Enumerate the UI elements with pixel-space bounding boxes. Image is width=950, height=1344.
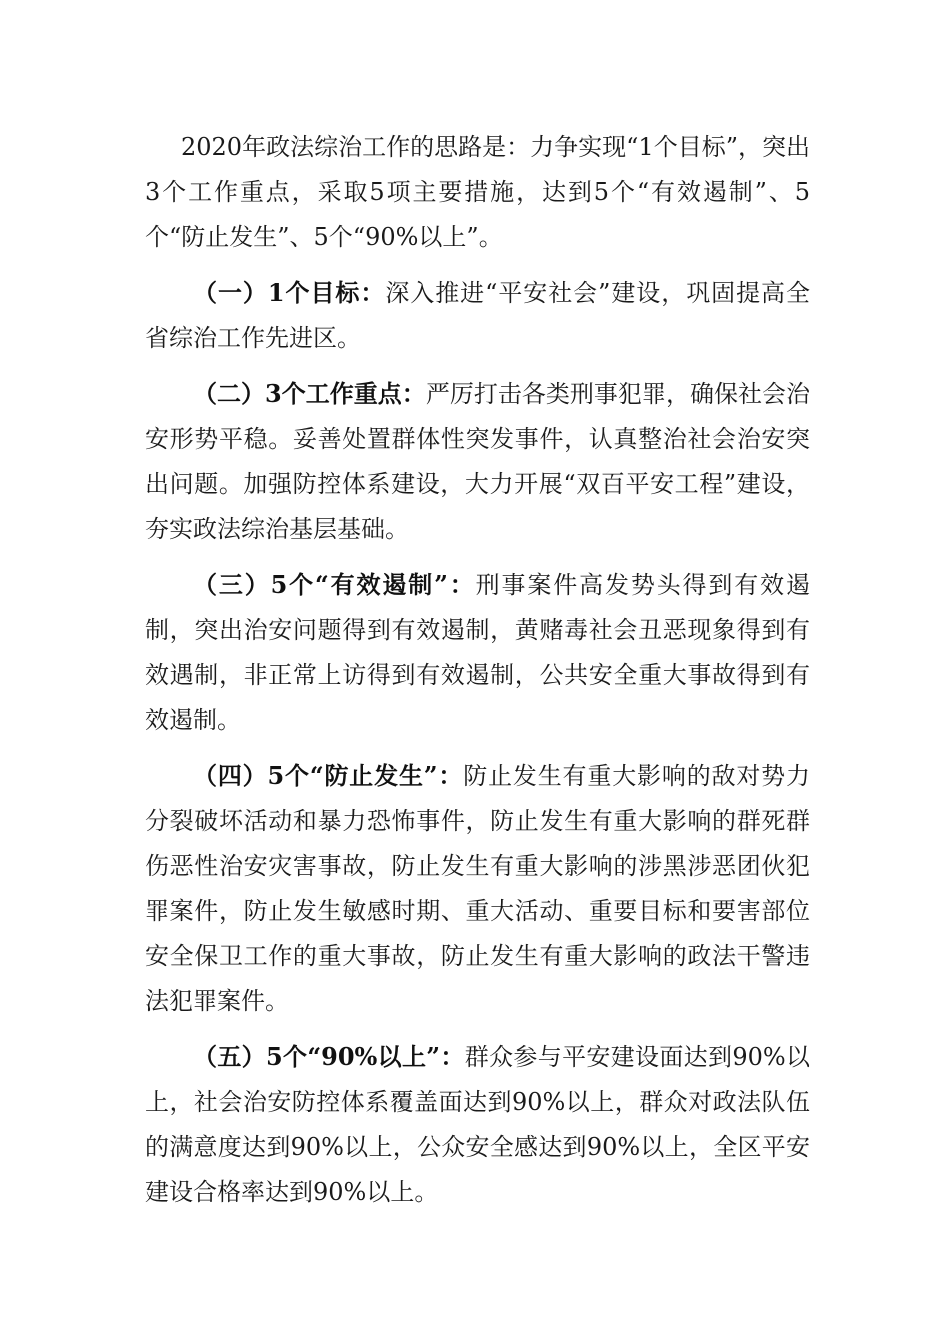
section-5-body: 群众参与平安建设面达到90%以上，社会治安防控体系覆盖面达到90%以上，群众对政法队伍的满意度达到90%以上，公众安全感达到90%以上，全区平安建设合格率达到90%以上。 [145, 1043, 811, 1206]
intro-paragraph: 2020年政法综治工作的思路是：力争实现“1个目标”，突出3个工作重点，采取5项主要措施，达到5个“有效遏制”、5个“防止发生”、5个“90%以上”。 [145, 133, 810, 251]
section-3-paragraph [145, 562, 810, 743]
section-4-heading: （四）5个“防止发生”： [193, 761, 464, 790]
section-2-paragraph [145, 371, 810, 552]
section-3-body: 刑事案件高发势头得到有效遏制，突出治安问题得到有效遏制，黄赌毒社会丑恶现象得到有效遇制，非正常上访得到有效遏制，公共安全重大事故得到有效遏制。 [145, 571, 810, 734]
section-1-paragraph [145, 270, 810, 361]
section-2-heading: （二）3个工作重点： [193, 379, 426, 408]
document-body [145, 125, 810, 1225]
section-1-heading: （一）1个目标： [193, 278, 386, 307]
section-4-body: 防止发生有重大影响的敌对势力分裂破坏活动和暴力恐怖事件，防止发生有重大影响的群死群伤恶性治安灾害事故，防止发生有重大影响的涉黑涉恶团伙犯罪案件，防止发生敏感时期、重大活动、重要目标和要害部位安全保卫工作的重大事故，防止发生有重大影响的政法干警违法犯罪案件。 [145, 762, 811, 1015]
section-5-paragraph [145, 1034, 810, 1215]
section-5-heading: （五）5个“90%以上”： [193, 1042, 465, 1071]
section-1-body: 深入推进“平安社会”建设，巩固提高全省综治工作先进区。 [145, 279, 811, 352]
section-2-body: 严厉打击各类刑事犯罪，确保社会治安形势平稳。妥善处置群体性突发事件，认真整治社会治安突出问题。加强防控体系建设，大力开展“双百平安工程”建设，夯实政法综治基层基础。 [145, 380, 811, 543]
section-3-heading: （三）5个“有效遏制”： [193, 570, 476, 599]
section-4-paragraph [145, 753, 810, 1024]
